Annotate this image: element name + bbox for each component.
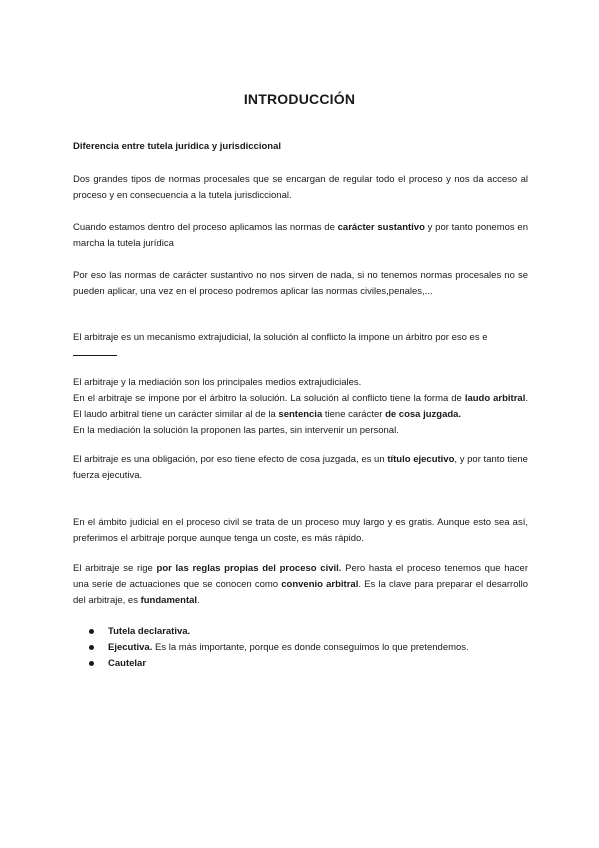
bold-term: Ejecutiva. <box>108 642 153 653</box>
paragraph-normas-procesales: Dos grandes tipos de normas procesales que se encargan de regular todo el proceso y nos da acceso al proceso y en consecuencia a la tutela jurisdiccional. <box>73 174 528 201</box>
bold-term: convenio arbitral <box>281 579 359 590</box>
bold-term: fundamental <box>140 595 198 606</box>
text-run: tiene carácter <box>322 409 386 420</box>
bold-term: laudo arbitral <box>464 393 526 404</box>
paragraph-arbitraje-mecanismo <box>73 330 528 362</box>
bullet-dot-icon <box>89 645 94 650</box>
document-title: INTRODUCCIÓN <box>243 91 356 107</box>
bold-term: Tutela declarativa. <box>108 626 191 637</box>
text-run: . <box>197 595 200 606</box>
bold-term: carácter sustantivo <box>337 222 425 233</box>
bold-term: de cosa juzgada. <box>385 409 462 420</box>
fill-in-blank <box>73 354 117 356</box>
paragraph-caracter-sustantivo <box>73 220 528 252</box>
text-run: El arbitraje y la mediación son los principales medios extrajudiciales. <box>73 377 362 388</box>
list-item <box>73 624 528 640</box>
paragraph-titulo-ejecutivo <box>73 452 528 484</box>
bullet-list <box>73 624 528 672</box>
bold-term: título ejecutivo <box>387 454 455 465</box>
text-run: El arbitraje es una obligación, por eso tiene efecto de cosa juzgada, es un <box>73 454 388 465</box>
text-run: , y por tanto tiene fuerza ejecutiva. <box>73 454 528 481</box>
bold-term: por las reglas propias del proceso civil. <box>156 563 342 574</box>
paragraph-medios-extrajudiciales <box>73 375 528 439</box>
bullet-dot-icon <box>89 661 94 666</box>
text-run: En el arbitraje se impone por el árbitro la solución. La solución al conflicto tiene la forma de <box>73 393 465 404</box>
text-run: El arbitraje se rige <box>73 563 157 574</box>
text-run: Pero hasta el proceso tenemos que hacer una serie de actuaciones que se conocen como <box>73 563 528 590</box>
text-run: . El laudo arbitral tiene un carácter similar al de la <box>73 393 528 420</box>
text-run: Cuando estamos dentro del proceso aplicamos las normas de <box>73 222 338 233</box>
section-subtitle: Diferencia entre tutela jurídica y jurisdiccional <box>73 141 282 152</box>
text-run: y por tanto ponemos en marcha la tutela jurídica <box>73 222 528 249</box>
paragraph-convenio-arbitral <box>73 561 528 609</box>
paragraph-proceso-civil: En el ámbito judicial en el proceso civil se trata de un proceso muy largo y es gratis. Aunque esto sea así, preferimos el arbitraje porque aunque tenga un coste, es más rápido. <box>73 517 528 544</box>
text-run: . Es la clave para preparar el desarrollo del arbitraje, es <box>73 579 528 606</box>
bold-term: sentencia <box>278 409 323 420</box>
bold-term: Cautelar <box>108 658 147 669</box>
paragraph-normas-aplicacion: Por eso las normas de carácter sustantivo no nos sirven de nada, si no tenemos normas procesales no se pueden aplicar, una vez en el proceso podremos aplicar las normas civiles,penales,... <box>73 270 528 297</box>
text-run: Es la más importante, porque es donde conseguimos lo que pretendemos. <box>152 642 469 653</box>
text-run: En la mediación la solución la proponen las partes, sin intervenir un personal. <box>73 425 399 436</box>
bullet-dot-icon <box>89 629 94 634</box>
list-item <box>73 656 528 672</box>
list-item <box>73 640 528 656</box>
text-run: El arbitraje es un mecanismo extrajudicial, la solución al conflicto la impone un árbitro por eso es e <box>73 332 488 343</box>
